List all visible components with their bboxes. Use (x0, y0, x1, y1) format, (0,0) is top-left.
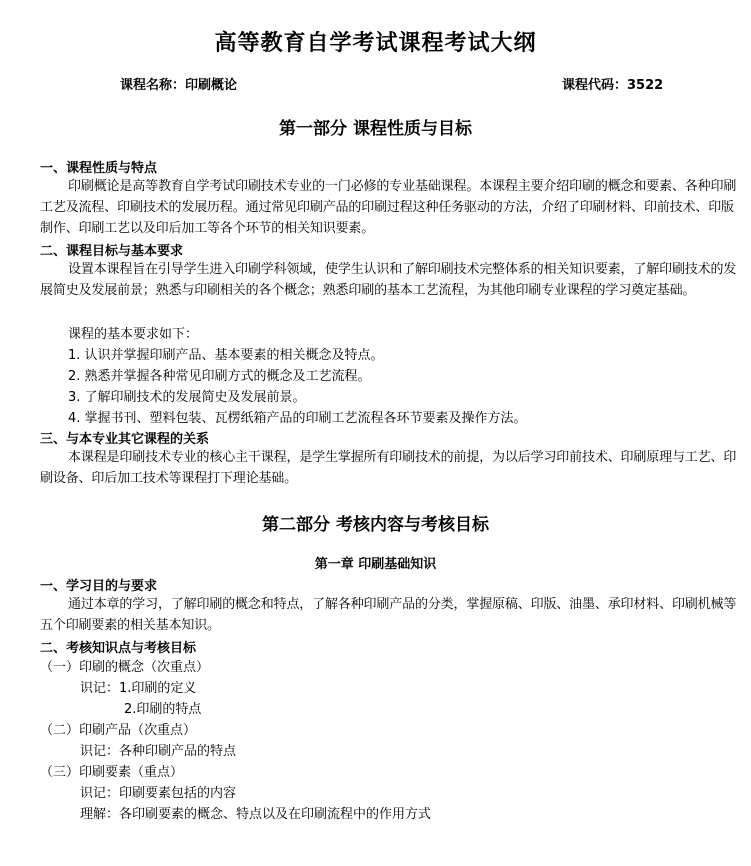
course-name: 课程名称：印刷概论 (120, 78, 238, 93)
exam-subitem: 识记：1.印刷的定义 (80, 681, 197, 696)
section-heading: 二、课程目标与基本要求 (40, 244, 184, 259)
requirement-item: 1. 认识并掌握印刷产品、基本要素的相关概念及特点。 (68, 348, 384, 363)
requirements-intro: 课程的基本要求如下： (68, 327, 199, 342)
section-heading: 一、学习目的与要求 (40, 579, 158, 594)
part1-title: 第一部分 课程性质与目标 (279, 119, 472, 139)
document-title: 高等教育自学考试课程考试大纲 (214, 30, 537, 56)
section-heading: 一、课程性质与特点 (40, 161, 158, 176)
section-heading: 二、考核知识点与考核目标 (40, 641, 197, 656)
requirement-item: 3. 了解印刷技术的发展简史及发展前景。 (68, 390, 306, 405)
part2-title: 第二部分 考核内容与考核目标 (262, 515, 489, 535)
exam-subitem: 识记：印刷要素包括的内容 (80, 786, 237, 801)
requirement-item: 4. 掌握书刊、塑料包装、瓦楞纸箱产品的印刷工艺流程各环节要素及操作方法。 (68, 411, 527, 426)
exam-subitem: 识记：各种印刷产品的特点 (80, 744, 237, 759)
exam-item: （三）印刷要素（重点） (40, 765, 184, 780)
exam-subitem: 理解：各印刷要素的概念、特点以及在印刷流程中的作用方式 (80, 807, 432, 822)
exam-item: （二）印刷产品（次重点） (40, 723, 197, 738)
section-paragraph: 通过本章的学习，了解印刷的概念和特点，了解各种印刷产品的分类，掌握原稿、印版、油墨、承印材料、印刷机械等五个印刷要素的相关基本知识。 (40, 597, 737, 633)
section-paragraph: 印刷概论是高等教育自学考试印刷技术专业的一门必修的专业基础课程。本课程主要介绍印刷的概念和要素、各种印刷工艺及流程、印刷技术的发展历程。通过常见印刷产品的印刷过程这种任务驱动的方法，介绍了印刷材料、印前技术、印版制作、印刷工艺以及印后加工等各个环节的相关知识要素。 (40, 179, 737, 236)
requirement-item: 2. 熟悉并掌握各种常见印刷方式的概念及工艺流程。 (68, 369, 371, 384)
exam-subitem: 2.印刷的特点 (124, 702, 202, 717)
section-paragraph: 设置本课程旨在引导学生进入印刷学科领域，使学生认识和了解印刷技术完整体系的相关知识要素，了解印刷技术的发展简史及发展前景；熟悉与印刷相关的各个概念；熟悉印刷的基本工艺流程，为其他印刷专业课程的学习奠定基础。 (40, 262, 737, 298)
section-heading: 三、与本专业其它课程的关系 (40, 432, 210, 447)
section-paragraph: 本课程是印刷技术专业的核心主干课程，是学生掌握所有印刷技术的前提，为以后学习印前技术、印刷原理与工艺、印刷设备、印后加工技术等课程打下理论基础。 (40, 450, 737, 486)
chapter-title: 第一章 印刷基础知识 (314, 557, 437, 572)
course-code: 课程代码：3522 (562, 78, 664, 93)
exam-item: （一）印刷的概念（次重点） (40, 660, 210, 675)
